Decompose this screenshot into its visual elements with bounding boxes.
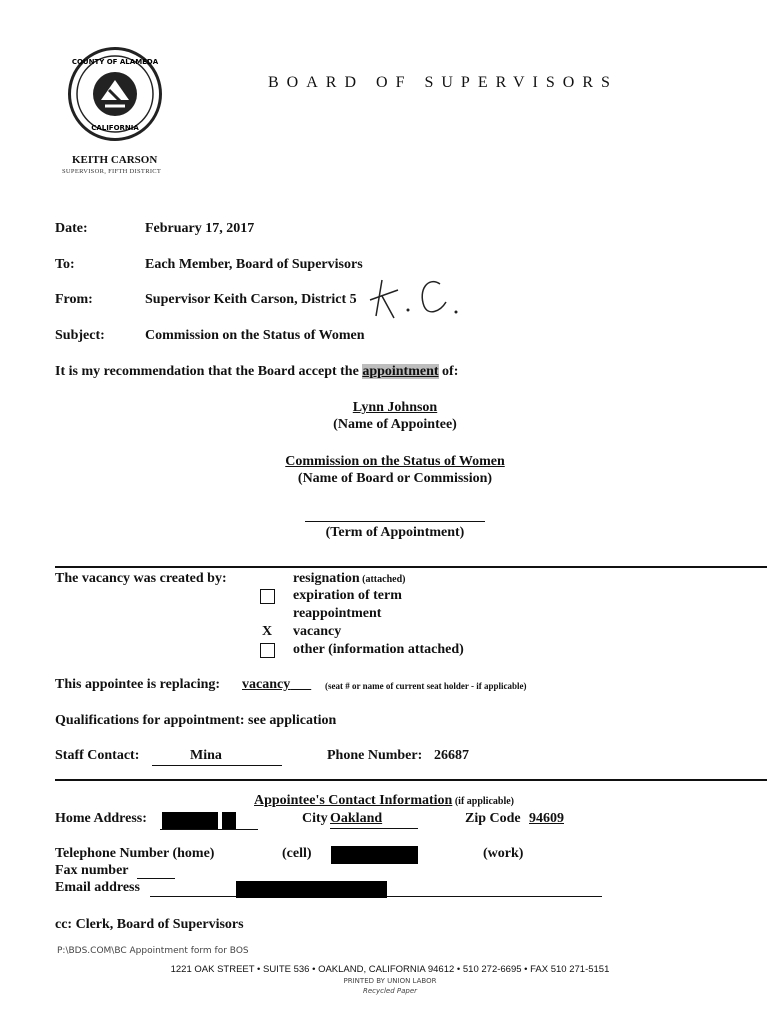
cc-line: cc: Clerk, Board of Supervisors (55, 917, 244, 932)
from-label: From: (55, 292, 93, 307)
date-label: Date: (55, 221, 88, 236)
appointee-name: Lynn Johnson (352, 400, 438, 415)
term-line (305, 521, 485, 522)
city-label: City (302, 811, 328, 826)
term-caption: (Term of Appointment) (325, 525, 465, 540)
from-value: Supervisor Keith Carson, District 5 (145, 292, 357, 307)
recommendation-prefix: It is my recommendation that the Board accept the (55, 364, 363, 379)
staff-contact-label: Staff Contact: (55, 748, 140, 763)
zip-label: Zip Code (465, 811, 521, 826)
home-address-label: Home Address: (55, 811, 147, 826)
seal-graphic (71, 50, 159, 138)
redaction-home-address-2 (222, 812, 236, 829)
checkbox-expiration[interactable] (260, 589, 275, 604)
vacancy-option-reappointment: reappointment (293, 606, 382, 621)
redaction-email (236, 881, 387, 898)
seal-top-text: COUNTY OF ALAMEDA (71, 58, 159, 66)
subject-label: Subject: (55, 328, 105, 343)
city-line (330, 828, 418, 829)
staff-contact-line (152, 765, 282, 766)
work-label: (work) (483, 846, 524, 861)
footer-union: PRINTED BY UNION LABOR (343, 977, 437, 985)
qualifications: Qualifications for appointment: see application (55, 713, 337, 728)
to-value: Each Member, Board of Supervisors (145, 257, 363, 272)
telephone-home-label: Telephone Number (home) (55, 846, 215, 861)
vacancy-option-vacancy: vacancy (293, 624, 342, 639)
city-value: Oakland (330, 811, 383, 826)
home-address-line (160, 829, 258, 830)
email-label: Email address (55, 880, 140, 895)
county-seal (68, 47, 162, 141)
redaction-home-address (162, 812, 218, 829)
replacing-value-text: vacancy (242, 677, 291, 692)
fax-line (137, 878, 175, 879)
appointee-name-caption: (Name of Appointee) (333, 417, 457, 432)
replacing-value (242, 677, 322, 693)
staff-contact-value: Mina (190, 748, 222, 763)
footer-recycled: Recycled Paper (362, 987, 418, 995)
board-title: BOARD OF SUPERVISORS (268, 74, 618, 91)
contact-heading-text: Appointee's Contact Information (254, 793, 453, 808)
phone-number-value: 26687 (434, 748, 469, 763)
replacing-note: (seat # or name of current seat holder - if applicable) (325, 681, 527, 691)
file-path: P:\BDS.COM\BC Appointment form for BOS (57, 946, 249, 956)
vacancy-x-mark: X (262, 624, 273, 639)
redaction-cell (331, 846, 418, 864)
option-suffix: (attached) (359, 574, 406, 585)
checkbox-other[interactable] (260, 643, 275, 658)
vacancy-option-other: other (information attached) (293, 642, 464, 657)
board-name-caption: (Name of Board or Commission) (297, 471, 493, 486)
seal-bottom-text: CALIFORNIA (91, 124, 139, 132)
phone-number-label: Phone Number: (327, 748, 423, 763)
contact-heading (254, 793, 514, 809)
contact-heading-note: (if applicable) (452, 796, 515, 807)
option-label: resignation (293, 571, 360, 586)
recommendation-highlight: appointment (362, 364, 439, 379)
recommendation-suffix: of: (438, 364, 459, 379)
cell-label: (cell) (282, 846, 312, 861)
date-value: February 17, 2017 (145, 221, 255, 236)
footer-address: 1221 OAK STREET • SUITE 536 • OAKLAND, CALIFORNIA 94612 • 510 272-6695 • FAX 510 271-5151 (170, 964, 610, 975)
zip-value: 94609 (529, 811, 564, 826)
vacancy-option-resignation (293, 571, 405, 587)
vacancy-label: The vacancy was created by: (55, 571, 227, 586)
subject-value: Commission on the Status of Women (145, 328, 365, 343)
vacancy-option-expiration: expiration of term (293, 588, 402, 603)
board-name: Commission on the Status of Women (285, 454, 505, 469)
section-divider-top (55, 566, 767, 568)
to-label: To: (55, 257, 75, 272)
handwritten-signature (368, 272, 464, 322)
section-divider-bottom (55, 779, 767, 781)
recommendation-sentence (55, 364, 458, 380)
replacing-label: This appointee is replacing: (55, 677, 221, 692)
fax-label: Fax number (55, 863, 129, 878)
supervisor-name: KEITH CARSON (72, 154, 158, 166)
supervisor-title: SUPERVISOR, FIFTH DISTRICT (62, 168, 162, 175)
